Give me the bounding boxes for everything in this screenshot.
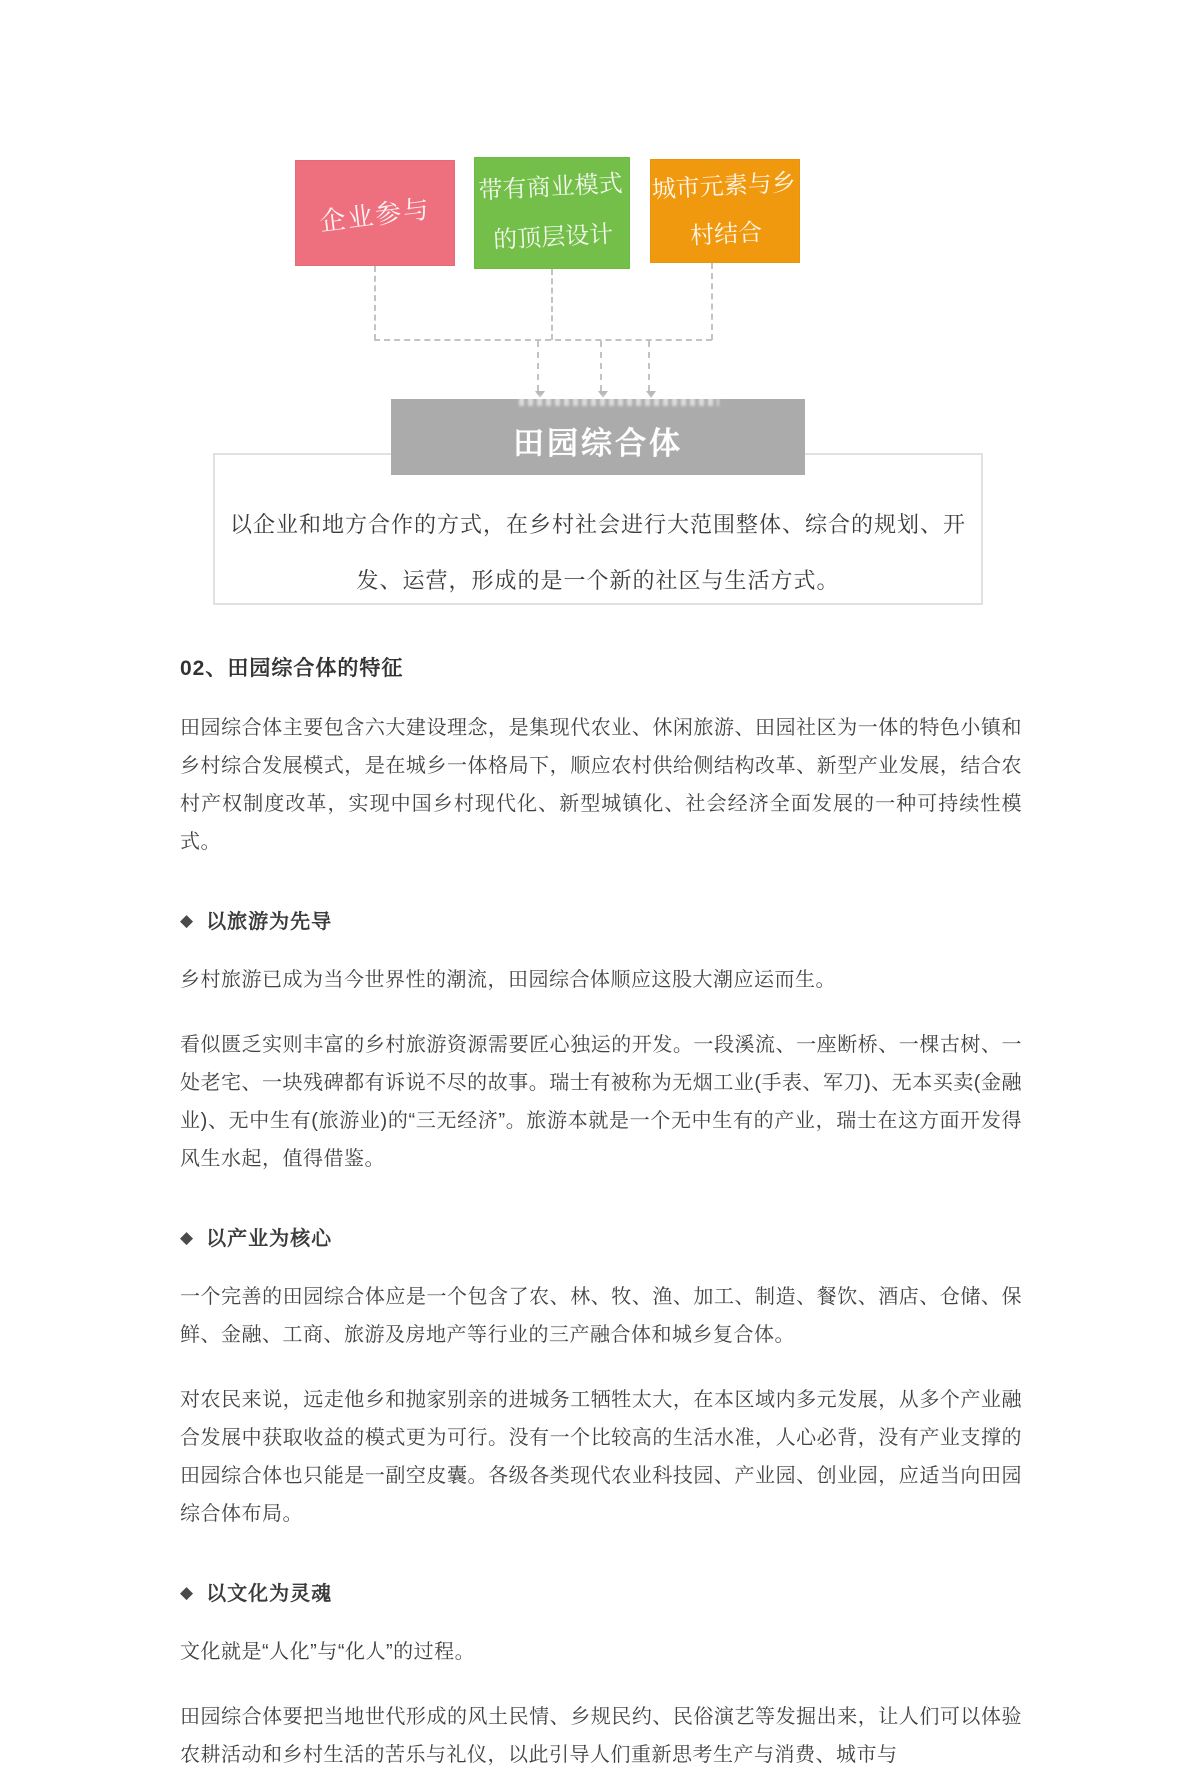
connector-line (711, 263, 713, 340)
diamond-bullet-icon: ◆ (180, 911, 195, 930)
ghost-text-artifact (519, 396, 719, 406)
paragraph: 看似匮乏实则丰富的乡村旅游资源需要匠心独运的开发。一段溪流、一座断桥、一棵古树、一处老宅、一块残碑都有诉说不尽的故事。瑞士有被称为无烟工业(手表、军刀)、无本买卖(金融业)、无中生有(旅游业)的“三无经济”。旅游本就是一个无中生有的产业，瑞士在这方面开发得风生水起，值得借鉴。 (180, 1034, 1022, 1170)
subsection-title-tourism-text: 以旅游为先导 (206, 911, 333, 933)
subsection-title-culture (180, 1577, 1022, 1606)
diagram-center-box (391, 399, 805, 475)
paragraph: 一个完善的田园综合体应是一个包含了农、林、牧、渔、加工、制造、餐饮、酒店、仓储、保鲜、金融、工商、旅游及房地产等行业的三产融合体和城乡复合体。 (180, 1286, 1022, 1346)
diagram-box-enterprise-label: 企业参与 (317, 192, 433, 237)
intro-paragraph: 田园综合体主要包含六大建设理念，是集现代农业、休闲旅游、田园社区为一体的特色小镇和乡村综合发展模式，是在城乡一体格局下，顺应农村供给侧结构改革、新型产业发展，结合农村产权制度改革，实现中国乡村现代化、新型城镇化、社会经济全面发展的一种可持续性模式。 (180, 717, 1022, 853)
connector-line (551, 269, 553, 340)
subsection-title-tourism (180, 905, 1022, 934)
connector-arrow (537, 341, 539, 391)
diagram-box-business-model-line1: 带有商业模式 (478, 170, 624, 205)
paragraph: 乡村旅游已成为当今世界性的潮流，田园综合体顺应这股大潮应运而生。 (180, 969, 836, 991)
diagram-box-city-elements (650, 159, 800, 263)
diagram-box-business-model (474, 157, 630, 269)
paragraph: 对农民来说，远走他乡和抛家别亲的进城务工牺牲太大，在本区域内多元发展，从多个产业融合发展中获取收益的模式更为可行。没有一个比较高的生活水准，人心必背，没有产业支撑的田园综合体也只能是一副空皮囊。各级各类现代农业科技园、产业园、创业园，应适当向田园综合体布局。 (180, 1389, 1022, 1525)
diagram-box-city-elements-label (651, 159, 800, 262)
diagram-description-box (213, 453, 983, 605)
diagram-description-line2: 发、运营，形成的是一个新的社区与生活方式。 (356, 568, 840, 593)
subsection-title-industry-text: 以产业为核心 (206, 1228, 333, 1250)
paragraph: 田园综合体要把当地世代形成的风土民情、乡规民约、民俗演艺等发掘出来，让人们可以体验农耕活动和乡村生活的苦乐与礼仪，以此引导人们重新思考生产与消费、城市与 (180, 1706, 1022, 1766)
diamond-bullet-icon: ◆ (180, 1228, 195, 1247)
diagram-box-enterprise (295, 160, 455, 266)
diagram-center-label: 田园综合体 (513, 425, 683, 461)
connector-line (374, 339, 712, 341)
diagram-description-line1: 以企业和地方合作的方式，在乡村社会进行大范围整体、综合的规划、开 (229, 512, 966, 537)
subsection-title-culture-text: 以文化为灵魂 (206, 1583, 333, 1605)
diagram-box-city-elements-line1: 城市元素与乡 (651, 169, 797, 204)
diamond-bullet-icon: ◆ (180, 1583, 195, 1602)
connector-arrow (600, 341, 602, 391)
subsection-title-industry (180, 1222, 1022, 1251)
section-heading: 02、田园综合体的特征 (180, 657, 404, 680)
diagram-box-business-model-line2: 的顶层设计 (492, 220, 614, 255)
connector-line (374, 266, 376, 340)
pastoral-complex-diagram (0, 0, 1200, 612)
paragraph: 文化就是“人化”与“化人”的过程。 (180, 1641, 476, 1663)
diagram-box-business-model-label (477, 159, 626, 266)
connector-arrow (648, 341, 650, 391)
diagram-box-city-elements-line2: 村结合 (689, 219, 763, 250)
article-body (180, 652, 1022, 1774)
